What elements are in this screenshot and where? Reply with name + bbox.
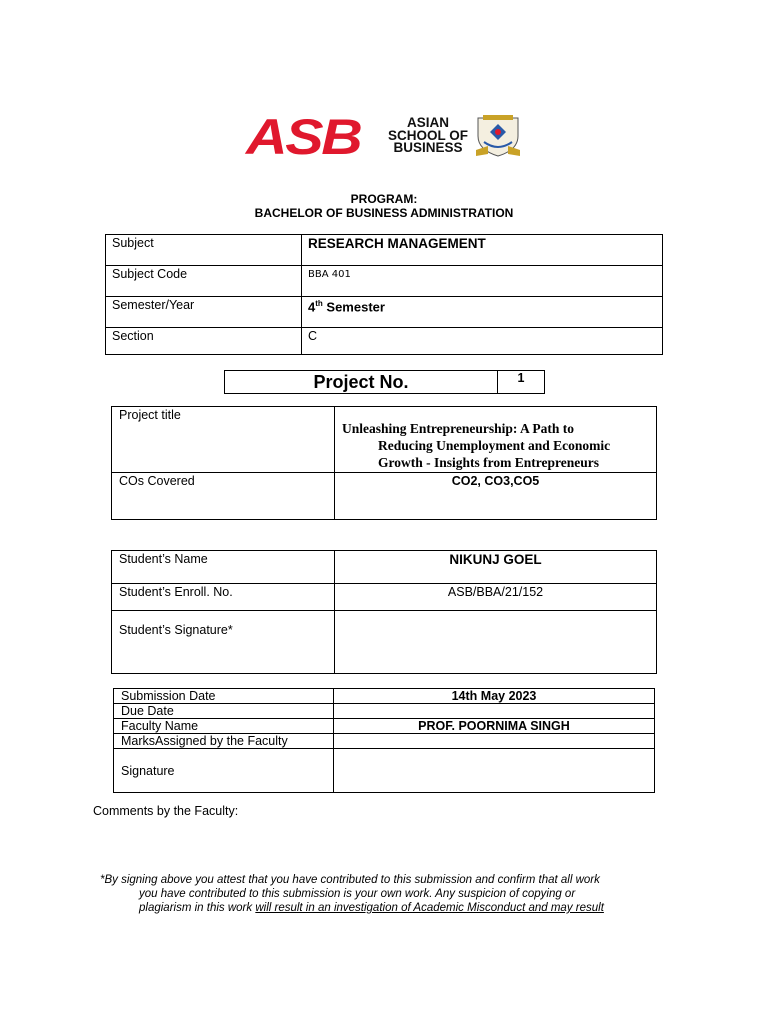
footnote-underlined: will result in an investigation of Academic Misconduct and may result [255,902,604,914]
crest-icon [474,112,522,158]
faculty-name-value: PROF. POORNIMA SINGH [334,719,655,734]
submission-date-label: Submission Date [114,689,334,704]
project-title-label: Project title [112,407,335,473]
student-info-table [111,550,657,674]
faculty-signature-field[interactable] [334,749,655,793]
school-name-logo [383,117,473,155]
table-row [112,584,657,611]
footnote-plain: plagiarism in this work [139,902,256,914]
program-name: BACHELOR OF BUSINESS ADMINISTRATION [254,206,514,220]
logo-line-2: SCHOOL OF [387,127,468,143]
enroll-label: Student’s Enroll. No. [112,584,335,611]
faculty-name-label: Faculty Name [114,719,334,734]
student-name-label: Student’s Name [112,551,335,584]
declaration-footnote [100,873,620,915]
table-row [112,611,657,674]
table-row [114,749,655,793]
course-info-table [105,234,663,355]
semester-label: Semester/Year [106,297,302,328]
project-number-box [224,370,545,394]
cos-label: COs Covered [112,473,335,520]
due-date-label: Due Date [114,704,334,719]
project-number: 1 [498,371,545,394]
logo-line-1: ASIAN [406,115,449,130]
footnote-line-3 [100,901,620,915]
section-value: C [302,328,663,355]
submission-date-value: 14th May 2023 [334,689,655,704]
table-row [112,407,657,473]
logo-line-3: BUSINESS [393,140,463,155]
student-signature-field[interactable] [335,611,657,674]
due-date-value [334,704,655,719]
table-row [114,704,655,719]
table-row [114,719,655,734]
semester-number: 4 [308,299,316,315]
subject-code-label: Subject Code [106,266,302,297]
marks-value[interactable] [334,734,655,749]
semester-value [302,297,663,328]
project-title-line-1: Unleashing Entrepreneurship: A Path to [342,421,575,436]
table-row [106,328,663,355]
table-row [112,551,657,584]
comments-label: Comments by the Faculty: [93,804,239,818]
project-label: Project No. [225,371,498,394]
table-row [106,297,663,328]
program-label: PROGRAM: [350,192,418,206]
asb-logo-letters: ASB [246,109,361,165]
project-title-value [335,407,657,473]
footnote-line-2: you have contributed to this submission is your own work. Any suspicion of copying or [139,888,576,900]
student-signature-label: Student’s Signature* [112,611,335,674]
faculty-signature-label: Signature [114,749,334,793]
table-row [106,235,663,266]
student-name-value: NIKUNJ GOEL [335,551,657,584]
table-row [114,734,655,749]
submission-table [113,688,655,793]
subject-value: RESEARCH MANAGEMENT [302,235,663,266]
cos-value: CO2, CO3,CO5 [335,473,657,520]
subject-code-value: BBA 401 [302,266,663,297]
footnote-line-1: *By signing above you attest that you have contributed to this submission and confirm that all work [100,874,600,886]
semester-word: Semester [322,299,385,315]
subject-label: Subject [106,235,302,266]
semester-suffix: th [315,299,323,308]
project-title-line-2: Reducing Unemployment and Economic [378,438,611,453]
table-row [106,266,663,297]
project-title-line-3: Growth - Insights from Entrepreneurs [378,455,600,470]
project-info-table [111,406,657,520]
marks-label: MarksAssigned by the Faculty [114,734,334,749]
table-row [225,371,545,394]
table-row [114,689,655,704]
enroll-value: ASB/BBA/21/152 [335,584,657,611]
section-label: Section [106,328,302,355]
table-row [112,473,657,520]
